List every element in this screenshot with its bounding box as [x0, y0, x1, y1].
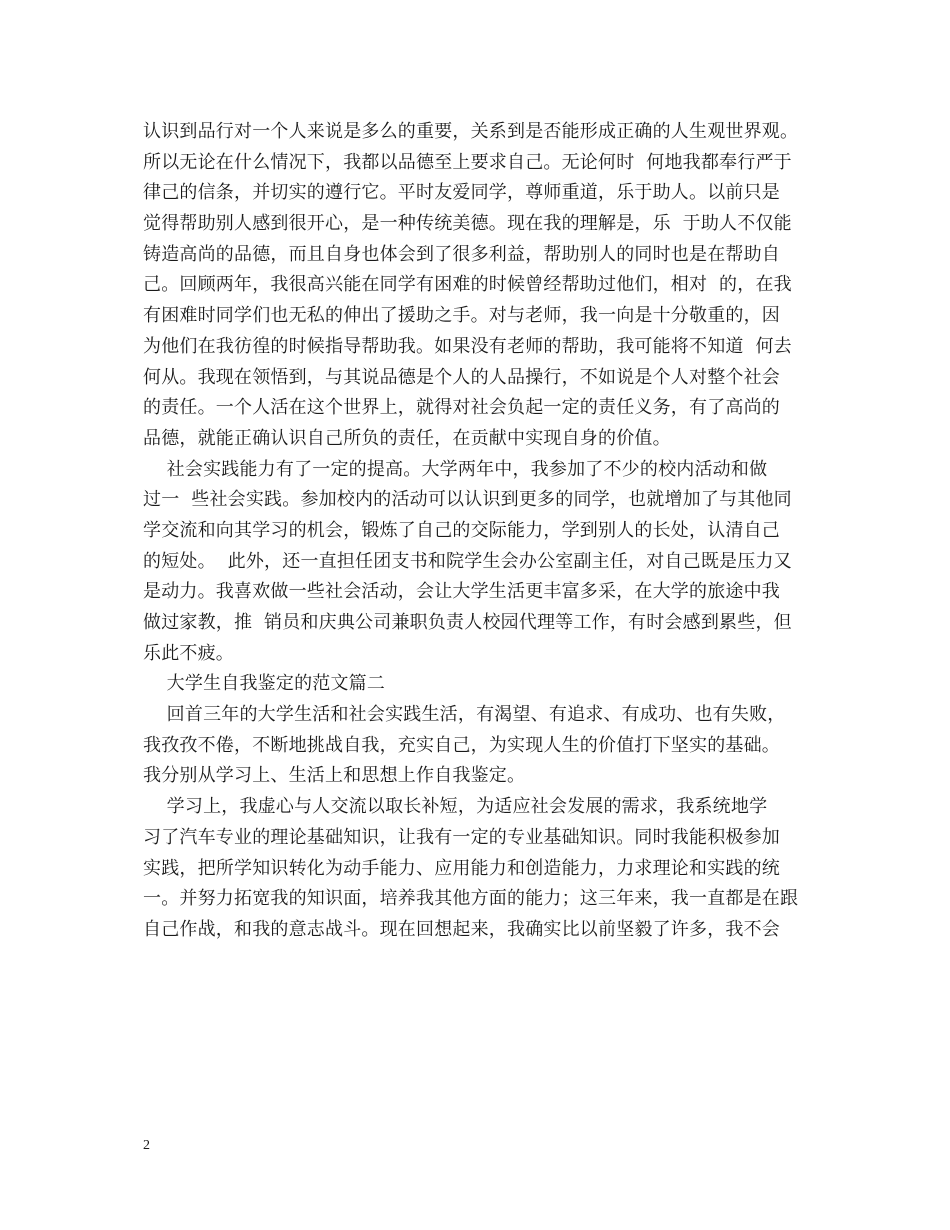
text-line: 认识到品行对一个人来说是多么的重要，关系到是否能形成正确的人生观世界观。 [143, 121, 799, 142]
text-line: 学交流和向其学习的机会，锻炼了自己的交际能力，学到别人的长处，认清自己 [143, 519, 780, 541]
text-line: 我分别从学习上、生活上和思想上作自我鉴定。 [143, 765, 526, 787]
text-line: 为他们在我彷徨的时候指导帮助我。如果没有老师的帮助，我可能将不知道 何去 [143, 335, 792, 357]
text-line: 品德，就能正确认识自己所负的责任，在贡献中实现自身的价值。 [143, 427, 671, 449]
text-line: 过一 些社会实践。参加校内的活动可以认识到更多的同学，也就增加了与其他同 [143, 489, 792, 511]
text-line: 习了汽车专业的理论基础知识，让我有一定的专业基础知识。同时我能积极参加 [143, 826, 780, 848]
text-line: 一。并努力拓宽我的知识面，培养我其他方面的能力；这三年来，我一直都是在跟 [143, 888, 799, 910]
text-line: 律己的信条，并切实的遵行它。平时友爱同学，尊师重道，乐于助人。以前只是 [143, 182, 780, 204]
text-line: 所以无论在什么情况下，我都以品德至上要求自己。无论何时 何地我都奉行严于 [143, 151, 792, 173]
text-line: 的责任。一个人活在这个世界上，就得对社会负起一定的责任义务，有了高尚的 [143, 397, 780, 419]
text-line: 的短处。 此外，还一直担任团支书和院学生会办公室副主任，对自己既是压力又 [143, 550, 792, 572]
text-line: 社会实践能力有了一定的提高。大学两年中，我参加了不少的校内活动和做 [143, 458, 768, 480]
text-line: 学习上，我虚心与人交流以取长补短，为适应社会发展的需求，我系统地学 [143, 796, 768, 818]
section-heading: 大学生自我鉴定的范文篇二 [143, 673, 386, 695]
text-line: 回首三年的大学生活和社会实践生活，有渴望、有追求、有成功、也有失败， [143, 704, 786, 726]
text-line: 觉得帮助别人感到很开心，是一种传统美德。现在我的理解是，乐 于助人不仅能 [143, 213, 792, 235]
body-text [143, 117, 823, 946]
text-line: 乐此不疲。 [143, 642, 234, 664]
page-number: 2 [143, 1138, 150, 1153]
text-line: 自己作战，和我的意志战斗。现在回想起来，我确实比以前坚毅了许多，我不会 [143, 918, 780, 940]
text-line: 是动力。我喜欢做一些社会活动，会让大学生活更丰富多采，在大学的旅途中我 [143, 581, 780, 603]
text-line: 做过家教，推 销员和庆典公司兼职负责人校园代理等工作，有时会感到累些，但 [143, 612, 792, 633]
text-line: 实践，把所学知识转化为动手能力、应用能力和创造能力，力求理论和实践的统 [143, 857, 780, 879]
text-line: 何从。我现在领悟到，与其说品德是个人的人品操行，不如说是个人对整个社会 [143, 366, 780, 388]
text-line: 己。回顾两年，我很高兴能在同学有困难的时候曾经帮助过他们，相对 的，在我 [143, 274, 792, 296]
text-line: 铸造高尚的品德，而且自身也体会到了很多利益，帮助别人的同时也是在帮助自 [143, 243, 780, 265]
text-line: 有困难时同学们也无私的伸出了援助之手。对与老师，我一向是十分敬重的，因 [143, 305, 780, 327]
text-line: 我孜孜不倦，不断地挑战自我，充实自己，为实现人生的价值打下坚实的基础。 [143, 734, 780, 756]
